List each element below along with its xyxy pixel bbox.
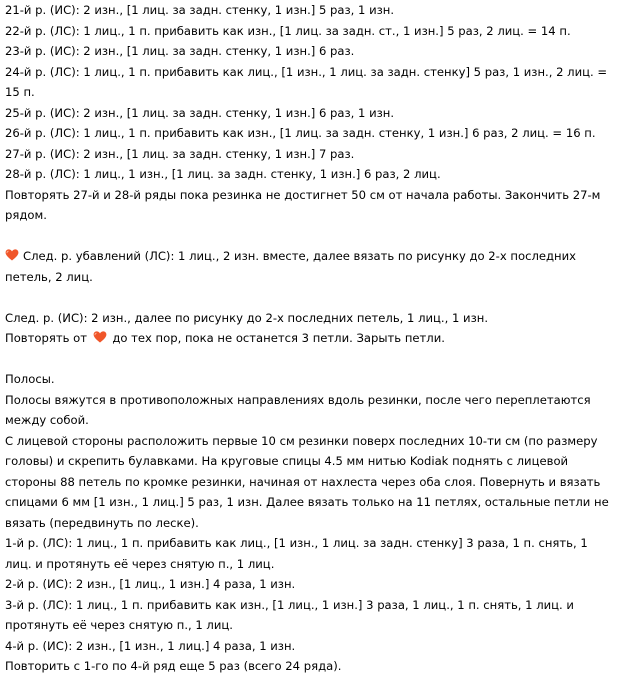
repeat-rows-instruction: Повторять 27-й и 28-й ряды пока резинка не достигнет 50 см от начала работы. Закончить 27-м рядом. [5,187,601,222]
spacer [5,226,614,247]
heart-icon [5,249,19,261]
stripes-title: Полосы. [5,372,55,386]
row-22: 22-й р. (ЛС): 1 лиц., 1 п. прибавить как изн., [1 лиц. за задн. ст., 1 изн.] 5 раз, 2 лиц. = 14 п. [5,23,571,38]
stripe-row-1: 1-й р. (ЛС): 1 лиц., 1 п. прибавить как лиц., [1 изн., 1 лиц. за задн. стенку] 3 раза, 1 п. снять, 1 лиц. и протянуть её через снятую п., 1 лиц. [5,536,588,571]
stripe-row-4: 4-й р. (ИС): 2 изн., [1 изн., 1 лиц.] 4 раза, 1 изн. [5,638,296,653]
stripe-row-3: 3-й р. (ЛС): 1 лиц., 1 п. прибавить как изн., [1 лиц., 1 изн.] 3 раза, 1 лиц., 1 п. снять, 1 лиц. и протянуть её через снятую п., 1 лиц. [5,597,574,632]
repeat-from-text-start: Повторять от [5,331,87,345]
repeat-final-instruction: Повторить с 1-го по 4-й ряд еще 5 раз (всего 24 ряда). [5,659,342,673]
stripe-row-2: 2-й р. (ИС): 2 изн., [1 лиц., 1 изн.] 4 раза, 1 изн. [5,577,296,591]
decrease-row-is: След. р. (ИС): 2 изн., далее по рисунку до 2-х последних петель, 1 лиц., 1 изн. [5,310,489,325]
row-23: 23-й р. (ИС): 2 изн., [1 лиц. за задн. стенку, 1 изн.] 6 раз. [5,44,355,58]
row-26: 26-й р. (ЛС): 1 лиц., 1 п. прибавить как изн., [1 лиц. за задн. стенку, 1 изн.] 6 раз, 2 лиц. = 16 п. [5,126,596,140]
stripes-intro: Полосы вяжутся в противоположных направлениях вдоль резинки, после чего переплетаются между собой. [5,392,591,427]
spacer [5,349,614,370]
row-27: 27-й р. (ИС): 2 изн., [1 лиц. за задн. стенку, 1 изн.] 7 раз. [5,146,355,161]
row-21: 21-й р. (ИС): 2 изн., [1 лиц. за задн. стенку, 1 изн.] 5 раз, 1 изн. [5,3,395,17]
heart-icon [93,331,107,343]
row-25: 25-й р. (ИС): 2 изн., [1 лиц. за задн. стенку, 1 изн.] 6 раз, 1 изн. [5,105,395,120]
decrease-row-ls-text: След. р. убавлений (ЛС): 1 лиц., 2 изн. вместе, далее вязать по рисунку до 2-х последних петель, 2 лиц. [5,249,576,284]
row-28: 28-й р. (ЛС): 1 лиц., 1 изн., [1 лиц. за задн. стенку, 1 изн.] 6 раз, 2 лиц. [5,167,441,181]
row-24: 24-й р. (ЛС): 1 лиц., 1 п. прибавить как лиц., [1 изн., 1 лиц. за задн. стенку] 5 раз, 1 изн., 2 лиц. = 15 п. [5,64,608,99]
spacer [5,287,614,308]
repeat-from-heart [5,328,614,349]
decrease-row-ls [5,246,614,287]
repeat-from-text-end: до тех пор, пока не останется 3 петли. Зарыть петли. [112,331,445,345]
stripes-setup: С лицевой стороны расположить первые 10 см резинки поверх последних 10-ти см (по размеру головы) и скрепить булавками. На круговые спицы 4.5 мм нитью Kodiak поднять с лицевой стороны 88 петель по кромке резинки, начиная от нахлеста через оба слоя. Повернуть и вязать спицами 6 мм [1 изн., 1 лиц.] 5 раз, 1 изн. Далее вязать только на 11 петлях, остальные петли не вязать (передвинуть по леске). [5,433,609,530]
